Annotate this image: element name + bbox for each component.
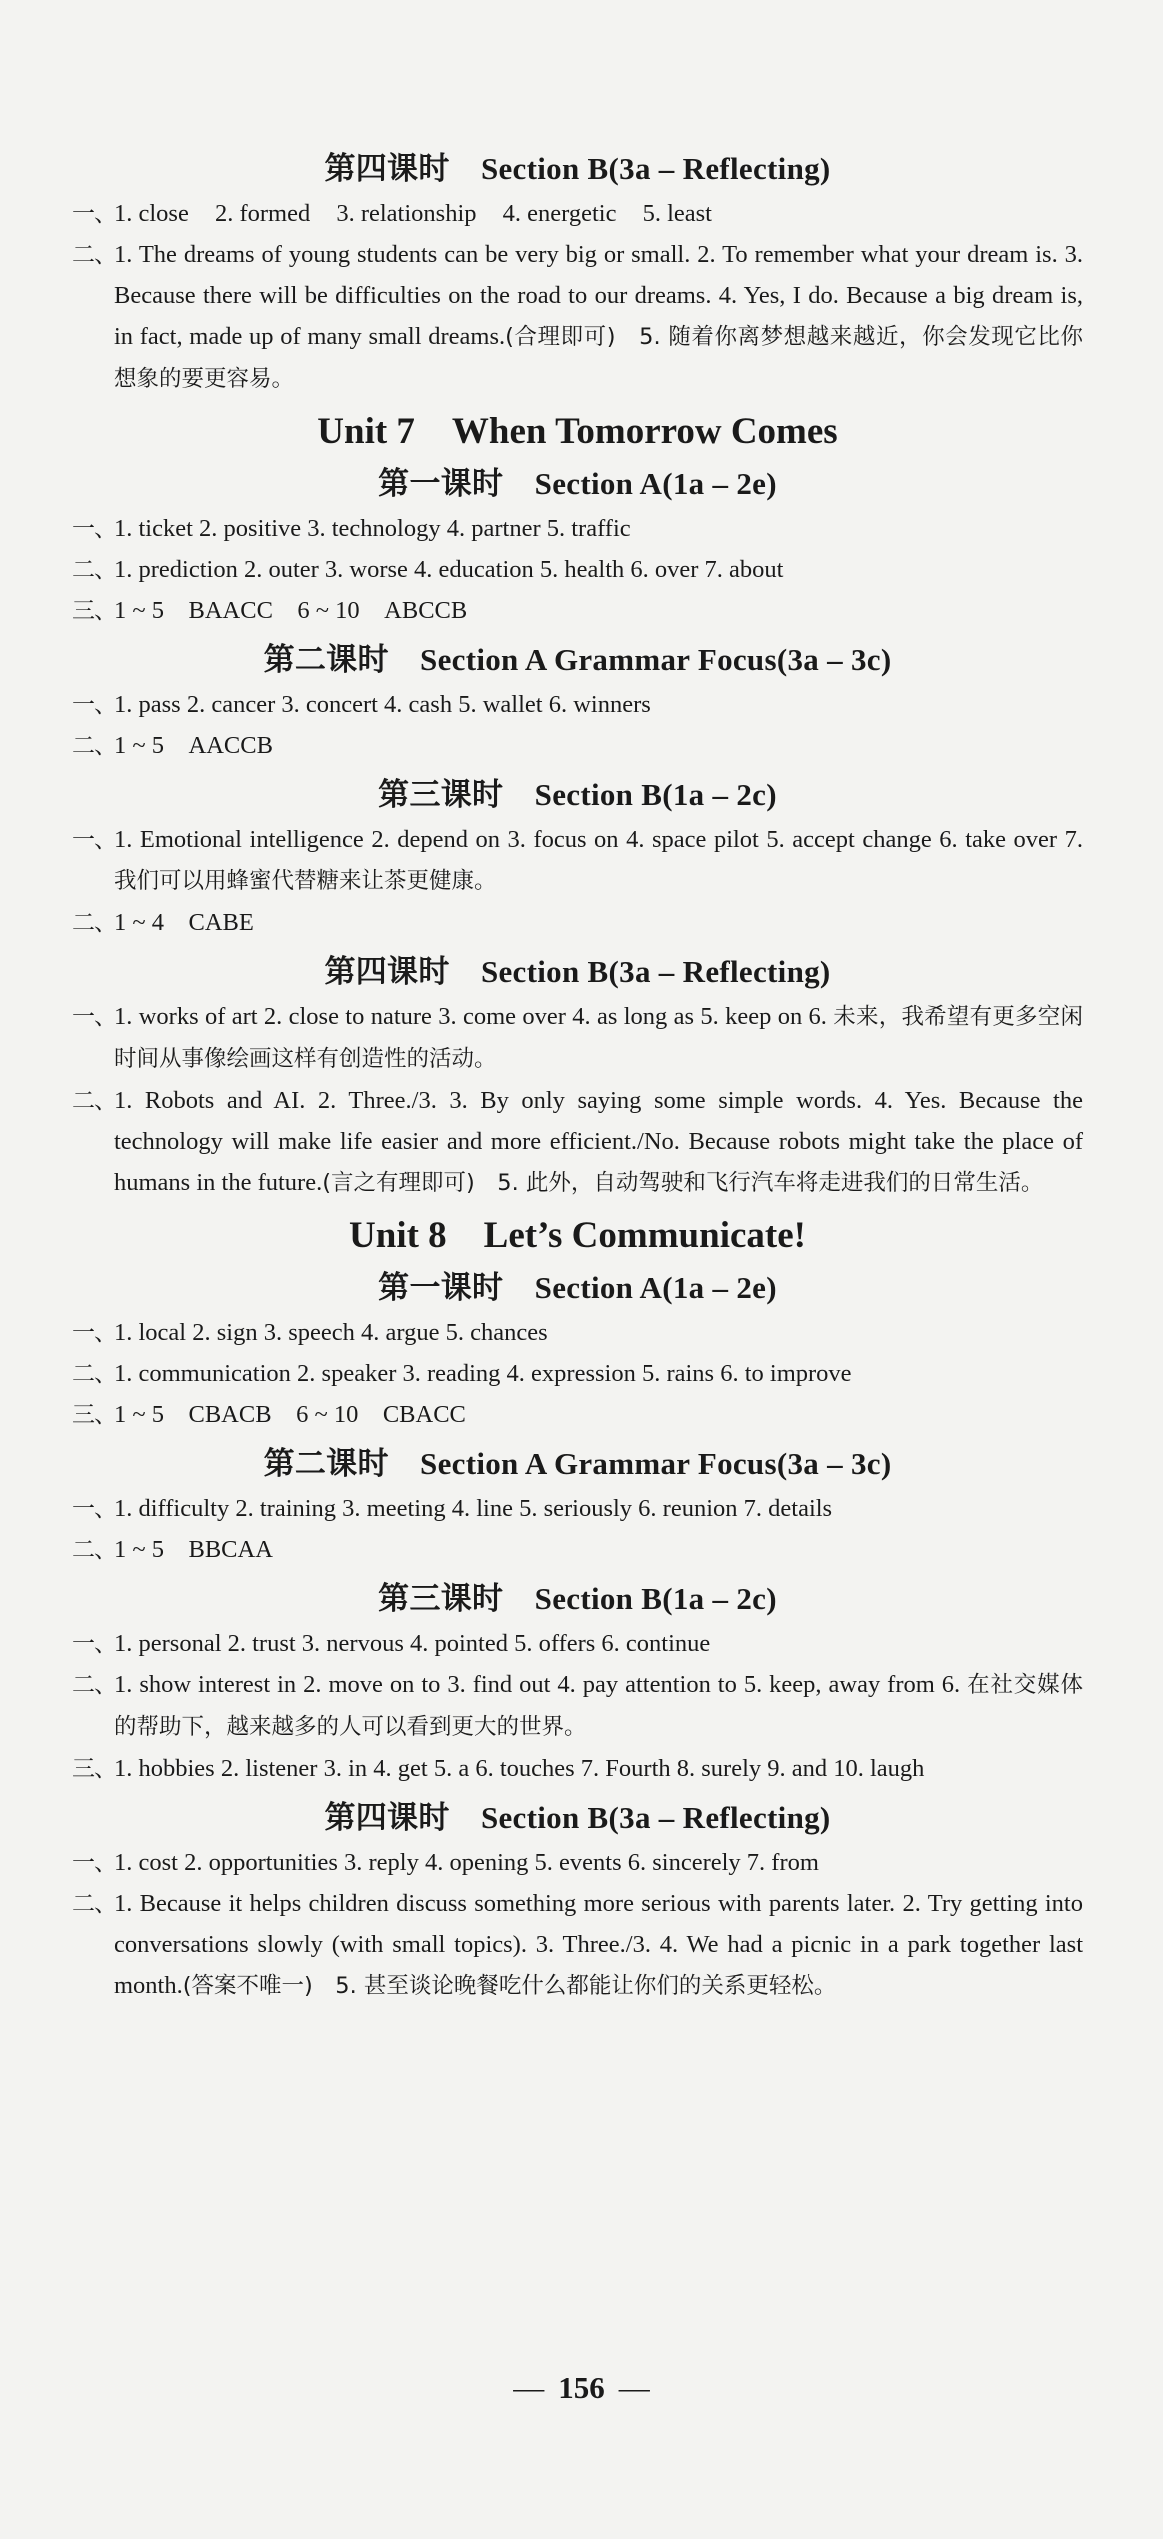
answer-text: 1. show interest in 2. move on to 3. find out 4. pay attention to 5. keep, away from 6. xyxy=(114,1671,968,1698)
answer-block xyxy=(72,549,1083,590)
answer-block xyxy=(72,508,1083,549)
answer-block xyxy=(72,1748,1083,1789)
unit-title: Unit 8 Let’s Communicate! xyxy=(349,1215,806,1256)
answer-text: 1 ~ 5 AACCB xyxy=(114,732,273,759)
answer-text-cn: 未来，我希望有更多空闲时间从事像绘画这样有创造性的活动。 xyxy=(114,1004,1083,1072)
answer-text: 1. The dreams of young students can be very big or small. 2. To remember what your dream is. 3. Because there will be difficulties on the road to our dreams. 4. Yes, I do. Because a big dream is, in fact, made up of many small dreams. xyxy=(114,241,1083,350)
question-label: 三、 xyxy=(72,1756,116,1781)
answer-block xyxy=(72,234,1083,400)
answer-block xyxy=(72,902,1083,943)
answer-text: 1. difficulty 2. training 3. meeting 4. line 5. seriously 6. reunion 7. details xyxy=(114,1495,833,1522)
answer-text: 1 ~ 5 BAACC 6 ~ 10 ABCCB xyxy=(114,597,468,624)
question-label: 二、 xyxy=(72,1088,116,1113)
lesson-heading: 第二课时 Section A Grammar Focus(3a – 3c) xyxy=(263,1446,892,1481)
lesson-heading: 第四课时 Section B(3a – Reflecting) xyxy=(324,954,831,989)
question-label: 一、 xyxy=(72,516,116,541)
question-label: 一、 xyxy=(72,827,116,852)
question-label: 一、 xyxy=(72,1320,116,1345)
answer-block xyxy=(72,1353,1083,1394)
answer-item: 3. relationship xyxy=(336,200,477,227)
answer-text: 1. pass 2. cancer 3. concert 4. cash 5. wallet 6. winners xyxy=(114,691,651,718)
answer-block xyxy=(72,1529,1083,1570)
question-label: 二、 xyxy=(72,1537,116,1562)
answer-text: 1 ~ 5 BBCAA xyxy=(114,1536,273,1563)
answer-block xyxy=(72,819,1083,902)
answer-text: 1. communication 2. speaker 3. reading 4. expression 5. rains 6. to improve xyxy=(114,1360,852,1387)
answer-text: 1. works of art 2. close to nature 3. come over 4. as long as 5. keep on 6. xyxy=(114,1003,834,1030)
answer-block xyxy=(72,590,1083,631)
question-label: 二、 xyxy=(72,1891,116,1916)
answer-block xyxy=(72,1312,1083,1353)
answer-text: 1. Robots and AI. 2. Three./3. 3. By only saying some simple words. 4. Yes. Because the technology will make life easier and more efficient./No. Because robots might take the place of humans in the future. xyxy=(114,1087,1083,1196)
answer-block xyxy=(72,725,1083,766)
lesson-heading: 第二课时 Section A Grammar Focus(3a – 3c) xyxy=(263,642,892,677)
question-label: 一、 xyxy=(72,1496,116,1521)
question-label: 二、 xyxy=(72,910,116,935)
answer-item: 2. formed xyxy=(214,200,311,227)
answer-text: 1 ~ 4 CABE xyxy=(114,909,254,936)
answer-text-cn: (言之有理即可) 5. 此外，自动驾驶和飞行汽车将走进我们的日常生活。 xyxy=(322,1170,1044,1196)
answer-block xyxy=(72,1488,1083,1529)
question-label: 三、 xyxy=(72,1402,116,1427)
answer-block xyxy=(72,1080,1083,1204)
answer-text: 1. local 2. sign 3. speech 4. argue 5. chances xyxy=(114,1319,548,1346)
answer-block xyxy=(72,1883,1083,2007)
question-label: 二、 xyxy=(72,733,116,758)
answer-text: 1 ~ 5 CBACB 6 ~ 10 CBACC xyxy=(114,1401,466,1428)
answer-block xyxy=(72,1394,1083,1435)
unit-title: Unit 7 When Tomorrow Comes xyxy=(317,411,838,452)
lesson-heading: 第一课时 Section A(1a – 2e) xyxy=(378,1270,777,1305)
answer-block xyxy=(72,193,1083,234)
page-dash-right: — xyxy=(618,2370,650,2405)
answer-text: 1. prediction 2. outer 3. worse 4. education 5. health 6. over 7. about xyxy=(114,556,784,583)
lesson-heading: 第四课时 Section B(3a – Reflecting) xyxy=(324,1800,831,1835)
answer-text: 1. ticket 2. positive 3. technology 4. partner 5. traffic xyxy=(114,515,631,542)
question-label: 三、 xyxy=(72,598,116,623)
question-label: 二、 xyxy=(72,1361,116,1386)
question-label: 二、 xyxy=(72,242,116,267)
answer-item: 1. close xyxy=(114,200,189,227)
answer-text-cn: 在社交媒体的帮助下，越来越多的人可以看到更大的世界。 xyxy=(114,1672,1083,1740)
answer-text: 1. Because it helps children discuss something more serious with parents later. 2. Try getting into conversations slowly (with small topics). 3. Three./3. 4. We had a picnic in a park together last month. xyxy=(114,1890,1083,1999)
lesson-heading: 第三课时 Section B(1a – 2c) xyxy=(378,777,777,812)
lesson-heading: 第四课时 Section B(3a – Reflecting) xyxy=(324,151,831,186)
question-label: 二、 xyxy=(72,1672,116,1697)
question-label: 一、 xyxy=(72,201,116,226)
page-dash-left: — xyxy=(513,2370,545,2405)
question-label: 一、 xyxy=(72,1004,116,1029)
answer-block xyxy=(72,996,1083,1080)
answer-item: 5. least xyxy=(642,200,712,227)
lesson-heading: 第一课时 Section A(1a – 2e) xyxy=(378,466,777,501)
answer-text-cn: (答案不唯一) 5. 甚至谈论晚餐吃什么都能让你们的关系更轻松。 xyxy=(182,1973,837,1999)
page-number-value: 156 xyxy=(558,2370,605,2405)
answer-block xyxy=(72,1664,1083,1748)
answer-text: 1. cost 2. opportunities 3. reply 4. opening 5. events 6. sincerely 7. from xyxy=(114,1849,819,1876)
answer-text: 1. personal 2. trust 3. nervous 4. pointed 5. offers 6. continue xyxy=(114,1630,711,1657)
page-number xyxy=(0,2370,1163,2406)
question-label: 一、 xyxy=(72,1850,116,1875)
answer-text: 1. Emotional intelligence 2. depend on 3. focus on 4. space pilot 5. accept change 6. take over 7. xyxy=(114,826,1083,853)
question-label: 一、 xyxy=(72,1631,116,1656)
answer-text-cn: 我们可以用蜂蜜代替糖来让茶更健康。 xyxy=(114,868,497,894)
answer-item: 4. energetic xyxy=(502,200,617,227)
answer-text-cn: (合理即可) 5. 随着你离梦想越来越近，你会发现它比你想象的要更容易。 xyxy=(114,324,1083,392)
answer-block xyxy=(72,1842,1083,1883)
question-label: 一、 xyxy=(72,692,116,717)
answer-content xyxy=(72,140,1083,2007)
answer-text: 1. hobbies 2. listener 3. in 4. get 5. a 6. touches 7. Fourth 8. surely 9. and 10. laugh xyxy=(114,1755,925,1782)
lesson-heading: 第三课时 Section B(1a – 2c) xyxy=(378,1581,777,1616)
answer-block xyxy=(72,1623,1083,1664)
answer-block xyxy=(72,684,1083,725)
question-label: 二、 xyxy=(72,557,116,582)
